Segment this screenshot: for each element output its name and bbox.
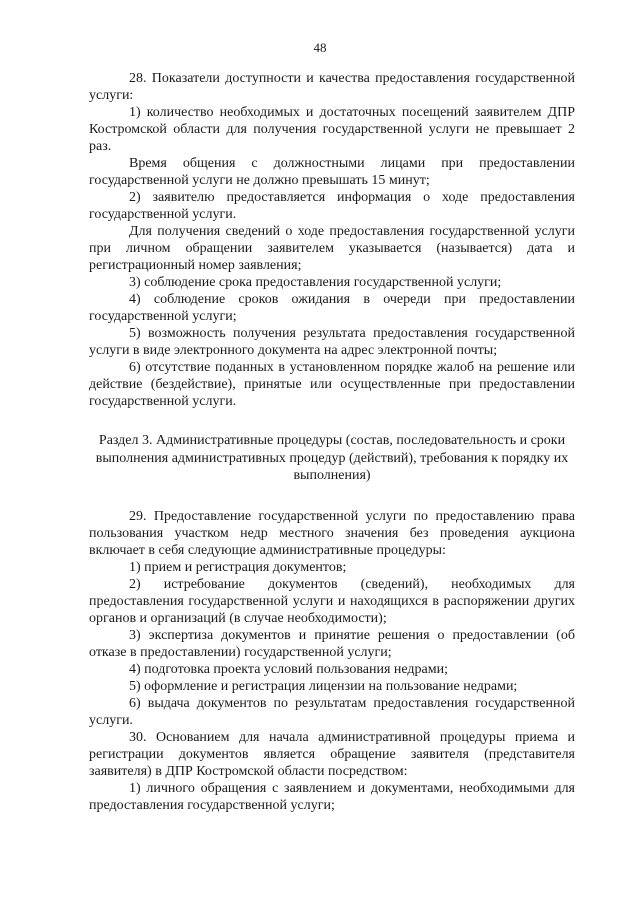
paragraph: 5) оформление и регистрация лицензии на пользование недрами; [129,678,518,694]
paragraph: 5) возможность получения результата предоставления государственной услуги в виде электронного документа на адрес электронной почты; [89,326,575,358]
paragraph-28-heading: 28. Показатели доступности и качества предоставления государственной услуги: [89,71,575,103]
paragraph: 1) личного обращения с заявлением и документами, необходимыми для предоставления государственной услуги; [89,780,575,813]
paragraph: 3) соблюдение срока предоставления государственной услуги; [129,275,502,290]
page-number: 48 [313,40,327,55]
paragraph: Время общения с должностными лицами при предоставлении государственной услуги не должно превышать 15 минут; [89,156,575,188]
paragraph: Для получения сведений о ходе предоставления государственной услуги при личном обращении заявителем указывается (называется) дата и регистрационный номер заявления; [89,224,575,273]
section-heading: Раздел 3. Административные процедуры (состав, последовательность и сроки выполнения административных процедур (действий), требования к порядку их выполнения) [95,433,569,483]
paragraph: 6) выдача документов по результатам предоставления государственной услуги. [89,695,575,728]
paragraph-30: 30. Основанием для начала административной процедуры приема и регистрации документов является обращение заявителя (представителя заявителя) в ДПР Костромской области посредством: [89,729,575,779]
paragraph: 3) экспертиза документов и принятие решения о предоставлении (об отказе в предоставлении) государственной услуги; [89,627,575,660]
paragraph: 4) подготовка проекта условий пользования недрами; [129,661,449,677]
paragraph: 1) количество необходимых и достаточных посещений заявителем ДПР Костромской области для получения государственной услуги не превышает 2 раз. [89,105,575,154]
paragraph: 1) прием и регистрация документов; [129,559,347,575]
paragraph: 2) заявителю предоставляется информация о ходе предоставления государственной услуги. [89,190,575,222]
paragraph: 2) истребование документов (сведений), необходимых для предоставления государственной услуги и находящихся в распоряжении других органов и организаций (в случае необходимости); [89,576,575,626]
paragraph: 6) отсутствие поданных в установленном порядке жалоб на решение или действие (бездействие), принятые или осуществленные при предоставлении государственной услуги. [89,360,575,409]
document-body [89,70,575,814]
paragraph: 4) соблюдение сроков ожидания в очереди при предоставлении государственной услуги; [89,292,575,324]
paragraph-29: 29. Предоставление государственной услуги по предоставлению права пользования участком недр местного значения без проведения аукциона включает в себя следующие административные процедуры: [89,508,575,558]
